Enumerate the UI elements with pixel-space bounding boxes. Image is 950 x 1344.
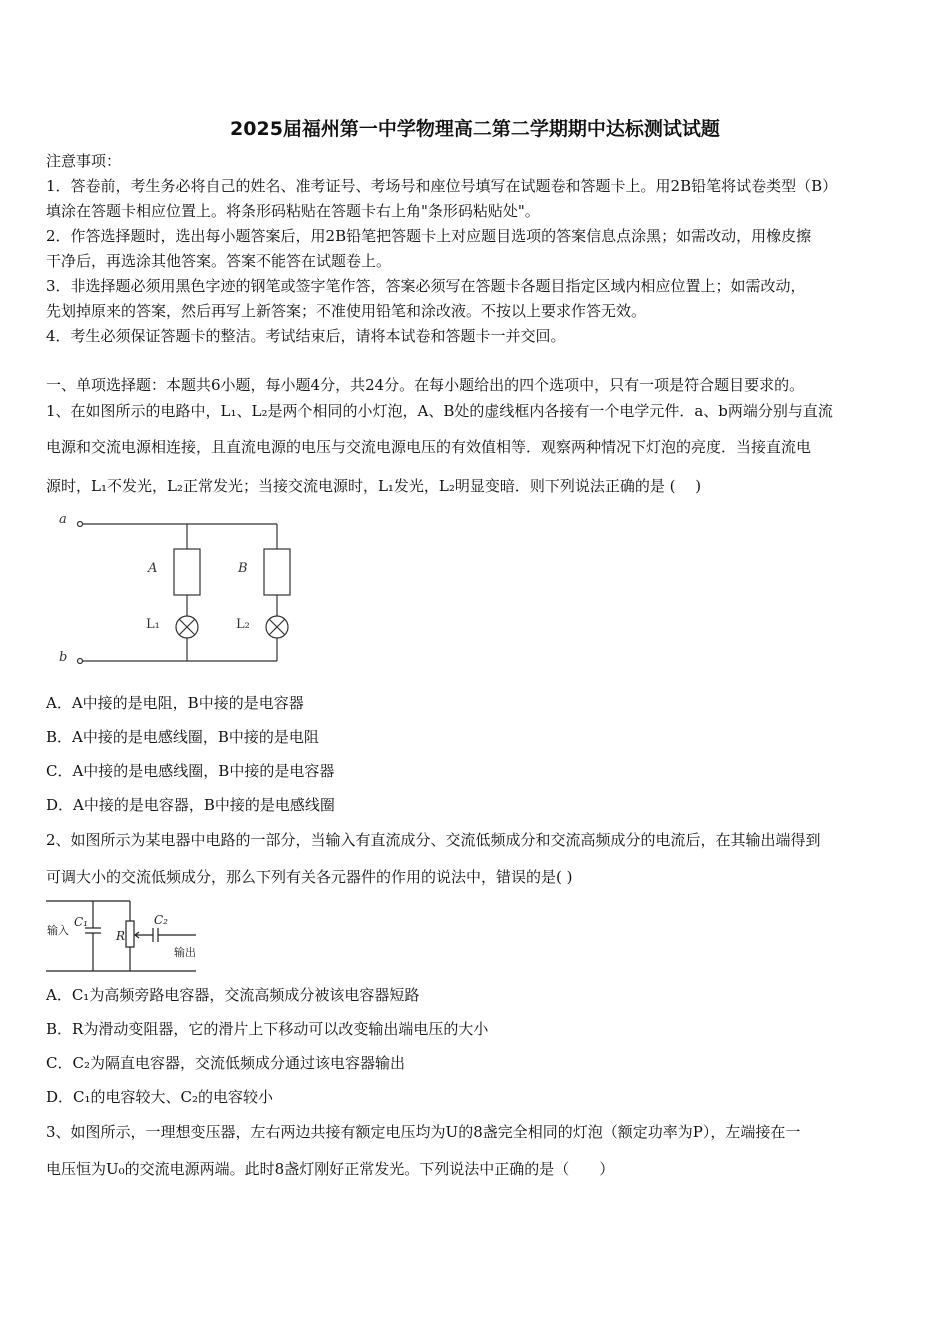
q1-stem: 电源和交流电源相连接，且直流电源的电压与交流电源电压的有效值相等．观察两种情况下灯泡的亮度．当接直流电 xyxy=(46,438,812,456)
notice-line: 4．考生必须保证答题卡的整洁。考试结束后，请将本试卷和答题卡一并交回。 xyxy=(46,327,566,345)
notice-line: 1．答卷前，考生务必将自己的姓名、准考证号、考场号和座位号填写在试题卷和答题卡上。用2B铅笔将试卷类型（B） xyxy=(46,177,838,195)
lamp-l2-label: L₂ xyxy=(236,617,250,632)
q2-circuit-figure xyxy=(46,894,206,976)
element-a-label: A xyxy=(148,561,158,576)
terminal-b-label: b xyxy=(59,650,68,665)
notice-line: 填涂在答题卡相应位置上。将条形码粘贴在答题卡右上角"条形码粘贴处"。 xyxy=(46,202,540,220)
q1-stem: 1、在如图所示的电路中，L₁、L₂是两个相同的小灯泡，A、B处的虚线框内各接有一个电学元件．a、b两端分别与直流 xyxy=(46,402,833,420)
q2-option-a: A．C₁为高频旁路电容器，交流高频成分被该电容器短路 xyxy=(46,986,420,1004)
q2-stem: 可调大小的交流低频成分，那么下列有关各元器件的作用的说法中，错误的是( ) xyxy=(46,868,573,886)
notice-line: 3．非选择题必须用黑色字迹的钢笔或签字笔作答，答案必须写在答题卡各题目指定区域内相应位置上；如需改动， xyxy=(46,277,806,295)
notice-line: 干净后，再选涂其他答案。答案不能答在试题卷上。 xyxy=(46,252,392,270)
q3-stem: 电压恒为U₀的交流电源两端。此时8盏灯刚好正常发光。下列说法中正确的是（ ） xyxy=(46,1160,615,1178)
page-title: 2025届福州第一中学物理高二第二学期期中达标测试试题 xyxy=(230,118,720,140)
q1-circuit-figure xyxy=(50,505,310,675)
q2-stem: 2、如图所示为某电器中电路的一部分，当输入有直流成分、交流低频成分和交流高频成分的电流后，在其输出端得到 xyxy=(46,831,821,849)
q1-stem: 源时，L₁不发光，L₂正常发光；当接交流电源时，L₁发光，L₂明显变暗．则下列说法正确的是 ( ) xyxy=(46,477,702,495)
q1-option-a: A．A中接的是电阻，B中接的是电容器 xyxy=(46,694,304,712)
terminal-a-label: a xyxy=(59,512,67,527)
section-heading: 一、单项选择题：本题共6小题，每小题4分，共24分。在每小题给出的四个选项中，只有一项是符合题目要求的。 xyxy=(46,376,805,394)
q2-option-b: B．R为滑动变阻器，它的滑片上下移动可以改变输出端电压的大小 xyxy=(46,1020,489,1038)
c2-label: C₂ xyxy=(154,913,168,927)
r-label: R xyxy=(116,929,126,943)
notice-line: 2．作答选择题时，选出每小题答案后，用2B铅笔把答题卡上对应题目选项的答案信息点涂黑；如需改动，用橡皮擦 xyxy=(46,227,812,245)
notice-heading: 注意事项： xyxy=(46,152,122,170)
lamp-l1-label: L₁ xyxy=(146,617,160,632)
q2-option-c: C．C₂为隔直电容器，交流低频成分通过该电容器输出 xyxy=(46,1054,405,1072)
element-b-label: B xyxy=(238,561,248,576)
q1-option-b: B．A中接的是电感线圈，B中接的是电阻 xyxy=(46,728,319,746)
q1-option-d: D．A中接的是电容器，B中接的是电感线圈 xyxy=(46,796,335,814)
q2-option-d: D．C₁的电容较大、C₂的电容较小 xyxy=(46,1088,274,1106)
notice-line: 先划掉原来的答案，然后再写上新答案；不准使用铅笔和涂改液。不按以上要求作答无效。 xyxy=(46,302,647,320)
q3-stem: 3、如图所示，一理想变压器，左右两边共接有额定电压均为U的8盏完全相同的灯泡（额定功率为P），左端接在一 xyxy=(46,1123,801,1141)
output-label: 输出 xyxy=(174,946,196,959)
c1-label: C₁ xyxy=(74,915,88,929)
input-label: 输入 xyxy=(47,924,69,937)
q1-option-c: C．A中接的是电感线圈，B中接的是电容器 xyxy=(46,762,335,780)
